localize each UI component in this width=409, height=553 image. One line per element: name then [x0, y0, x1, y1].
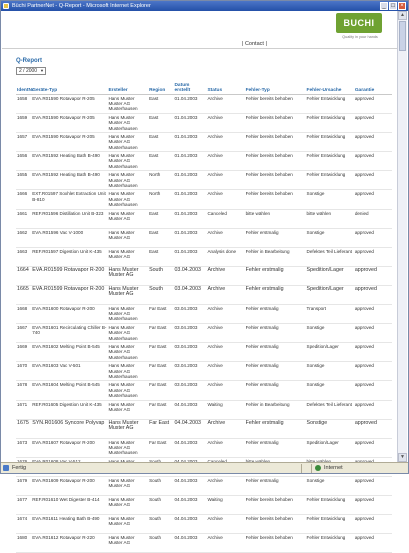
- column-header-status[interactable]: Status: [206, 83, 244, 95]
- cell-error-cause: Sonstige: [306, 362, 354, 381]
- cell-error-type: Fehler erstmalig: [245, 476, 306, 495]
- table-row[interactable]: [16, 285, 392, 304]
- cell-date: 03.04.2003: [173, 305, 206, 324]
- cell-error-cause: Fehler Entwicklung: [306, 133, 354, 152]
- cell-identnr[interactable]: 1674: [16, 515, 31, 534]
- cell-device-type: EVA.R01599 Rotavapor R-200: [31, 266, 107, 285]
- header-divider: [2, 48, 398, 49]
- cell-date: 04.04.2003: [173, 438, 206, 457]
- cell-device-type: REF.R01605 Digestion Unit K-435: [31, 400, 107, 419]
- cell-creator: Hans Muster Muster AG Musterhausen: [107, 343, 148, 362]
- cell-date: 01.04.2003: [173, 171, 206, 190]
- cell-identnr[interactable]: 1658: [16, 95, 31, 114]
- cell-identnr[interactable]: 1667: [16, 324, 31, 343]
- cell-warranty: approved: [354, 495, 392, 514]
- cell-region: East: [148, 133, 173, 152]
- cell-error-cause: Sonstige: [306, 419, 354, 438]
- column-header-date[interactable]: Datum erstellt: [173, 83, 206, 95]
- cell-error-cause: Spedition/Lager: [306, 285, 354, 304]
- cell-warranty: denied: [354, 209, 392, 228]
- site-header: [2, 11, 398, 49]
- cell-creator: Hans Muster Muster AG: [107, 476, 148, 495]
- cell-device-type: EVA.R01590 Rotavapor R-205: [31, 133, 107, 152]
- cell-device-type: REF.R01597 Digestion Unit K-435: [31, 247, 107, 266]
- cell-creator: Hans Muster Muster AG: [107, 400, 148, 419]
- cell-region: South: [148, 266, 173, 285]
- cell-error-cause: Fehler Entwicklung: [306, 534, 354, 553]
- cell-error-type: Fehler erstmalig: [245, 285, 306, 304]
- cell-identnr[interactable]: 1663: [16, 247, 31, 266]
- logo-tagline: Quality in your hands: [342, 35, 378, 39]
- cell-error-cause: bitte wählen: [306, 209, 354, 228]
- cell-region: East: [148, 228, 173, 247]
- cell-status: Waiting: [206, 400, 244, 419]
- cell-error-cause: Fehler Entwicklung: [306, 495, 354, 514]
- cell-date: 01.04.2003: [173, 114, 206, 133]
- cell-creator: Hans Muster Muster AG Musterhausen: [107, 190, 148, 209]
- cell-warranty: approved: [354, 476, 392, 495]
- cell-device-type: SYN.R01606 Syncore Polyvap: [31, 419, 107, 438]
- cell-device-type: EVA.R01609 Rotavapor R-200: [31, 476, 107, 495]
- cell-error-cause: Defektes Teil Lieferant: [306, 400, 354, 419]
- cell-status: Archive: [206, 228, 244, 247]
- cell-region: Far East: [148, 400, 173, 419]
- report-table: [16, 83, 392, 553]
- cell-device-type: EVA.R01592 Heating Bath B-490: [31, 171, 107, 190]
- cell-warranty: approved: [354, 152, 392, 171]
- window-title: Büchi PartnerNet - Q-Report - Microsoft Internet Explorer: [12, 3, 151, 9]
- cell-identnr[interactable]: 1679: [16, 476, 31, 495]
- cell-warranty: approved: [354, 285, 392, 304]
- cell-identnr[interactable]: 1656: [16, 152, 31, 171]
- cell-error-type: Fehler erstmalig: [245, 419, 306, 438]
- cell-identnr[interactable]: 1675: [16, 419, 31, 438]
- cell-device-type: EVA.R01592 Heating Bath B-490: [31, 152, 107, 171]
- cell-status: Archive: [206, 266, 244, 285]
- scroll-up-icon[interactable]: ▲: [398, 11, 407, 20]
- cell-error-type: bitte wählen: [245, 209, 306, 228]
- cell-date: 01.04.2003: [173, 228, 206, 247]
- cell-error-cause: Sonstige: [306, 476, 354, 495]
- cell-region: North: [148, 171, 173, 190]
- cell-status: Archive: [206, 171, 244, 190]
- cell-identnr[interactable]: 1655: [16, 171, 31, 190]
- cell-warranty: approved: [354, 190, 392, 209]
- column-header-error-type[interactable]: Fehler-Typ: [245, 83, 306, 95]
- cell-device-type: EVA.R01603 Vac V-501: [31, 362, 107, 381]
- cell-creator: Hans Muster Muster AG: [107, 534, 148, 553]
- cell-creator: Hans Muster Muster AG Musterhausen: [107, 171, 148, 190]
- cell-creator: Hans Muster Muster AG Musterhausen: [107, 324, 148, 343]
- cell-warranty: approved: [354, 438, 392, 457]
- cell-region: Far East: [148, 381, 173, 400]
- cell-warranty: approved: [354, 381, 392, 400]
- table-header-row: [16, 83, 392, 95]
- column-header-device-type[interactable]: Geräte-Typ: [31, 83, 107, 95]
- cell-warranty: approved: [354, 305, 392, 324]
- cell-identnr[interactable]: 1673: [16, 438, 31, 457]
- cell-date: 04.04.2003: [173, 534, 206, 553]
- cell-status: Archive: [206, 133, 244, 152]
- cell-error-cause: Spedition/Lager: [306, 266, 354, 285]
- cell-identnr[interactable]: 1662: [16, 228, 31, 247]
- cell-error-type: Fehler bereits behoben: [245, 171, 306, 190]
- close-icon[interactable]: ×: [398, 2, 406, 10]
- cell-warranty: approved: [354, 228, 392, 247]
- cell-creator: Hans Muster Muster AG: [107, 285, 148, 304]
- cell-error-type: Fehler erstmalig: [245, 266, 306, 285]
- scroll-down-icon[interactable]: ▼: [398, 453, 407, 462]
- cell-error-type: Fehler erstmalig: [245, 362, 306, 381]
- cell-creator: Hans Muster Muster AG: [107, 515, 148, 534]
- cell-error-cause: Sonstige: [306, 381, 354, 400]
- cell-warranty: approved: [354, 400, 392, 419]
- minimize-icon[interactable]: _: [380, 2, 388, 10]
- cell-error-cause: Fehler Entwicklung: [306, 171, 354, 190]
- cell-identnr[interactable]: 1678: [16, 381, 31, 400]
- cell-status: Archive: [206, 305, 244, 324]
- table-row[interactable]: [16, 114, 392, 133]
- table-row[interactable]: [16, 476, 392, 495]
- cell-identnr[interactable]: 1659: [16, 114, 31, 133]
- cell-device-type: REF.R01610 Wet Digester B-414: [31, 495, 107, 514]
- internet-zone-icon: [315, 465, 321, 471]
- column-header-region[interactable]: Region: [148, 83, 173, 95]
- cell-date: 03.04.2003: [173, 362, 206, 381]
- cell-date: 04.04.2003: [173, 476, 206, 495]
- cell-date: 03.04.2003: [173, 266, 206, 285]
- cell-identnr[interactable]: 1668: [16, 305, 31, 324]
- cell-error-type: Fehler bereits behoben: [245, 95, 306, 114]
- cell-date: 01.04.2003: [173, 247, 206, 266]
- cell-error-cause: Sonstige: [306, 324, 354, 343]
- cell-region: Far East: [148, 305, 173, 324]
- cell-warranty: approved: [354, 171, 392, 190]
- table-row[interactable]: [16, 534, 392, 553]
- window-controls: [380, 2, 406, 10]
- ie-app-icon: [3, 3, 9, 9]
- table-row[interactable]: [16, 305, 392, 324]
- table-row[interactable]: [16, 247, 392, 266]
- table-row[interactable]: [16, 362, 392, 381]
- cell-date: 01.04.2003: [173, 190, 206, 209]
- cell-error-cause: Transport: [306, 305, 354, 324]
- cell-identnr[interactable]: 1677: [16, 495, 31, 514]
- cell-region: South: [148, 534, 173, 553]
- cell-device-type: EVA.R01611 Heating Bath B-490: [31, 515, 107, 534]
- cell-identnr[interactable]: 1657: [16, 133, 31, 152]
- cell-status: Archive: [206, 515, 244, 534]
- cell-region: South: [148, 495, 173, 514]
- cell-status: Archive: [206, 114, 244, 133]
- page-icon: [3, 465, 9, 471]
- cell-error-type: Fehler bereits behoben: [245, 114, 306, 133]
- cell-device-type: EVA.R01596 Vac V-1000: [31, 228, 107, 247]
- cell-error-type: Fehler erstmalig: [245, 228, 306, 247]
- vertical-scrollbar[interactable]: [397, 11, 407, 462]
- cell-creator: Hans Muster Muster AG Musterhausen: [107, 114, 148, 133]
- cell-creator: Hans Muster Muster AG Musterhausen: [107, 305, 148, 324]
- table-row[interactable]: [16, 438, 392, 457]
- cell-creator: Hans Muster Muster AG: [107, 228, 148, 247]
- table-row[interactable]: [16, 190, 392, 209]
- cell-date: 01.04.2003: [173, 152, 206, 171]
- scroll-thumb[interactable]: [399, 21, 406, 51]
- cell-identnr[interactable]: 1666: [16, 190, 31, 209]
- cell-device-type: EVA.R01590 Rotavapor R-205: [31, 95, 107, 114]
- cell-device-type: EVA.R01602 Melting Point B-545: [31, 343, 107, 362]
- cell-creator: Hans Muster Muster AG Musterhausen: [107, 133, 148, 152]
- cell-identnr[interactable]: 1661: [16, 209, 31, 228]
- cell-error-cause: Fehler Entwicklung: [306, 515, 354, 534]
- column-header-identnr[interactable]: IdentNr: [16, 83, 31, 95]
- table-row[interactable]: [16, 171, 392, 190]
- cell-warranty: approved: [354, 133, 392, 152]
- cell-status: Archive: [206, 419, 244, 438]
- buchi-logo: BUCHI: [336, 13, 382, 33]
- cell-creator: Hans Muster Muster AG Musterhausen: [107, 95, 148, 114]
- cell-date: 04.04.2003: [173, 495, 206, 514]
- cell-error-type: Fehler bereits behoben: [245, 190, 306, 209]
- cell-status: Analysis done: [206, 247, 244, 266]
- table-row[interactable]: [16, 133, 392, 152]
- cell-status: Waiting: [206, 495, 244, 514]
- cell-region: South: [148, 285, 173, 304]
- status-text: Fertig: [12, 465, 27, 471]
- cell-region: East: [148, 152, 173, 171]
- cell-device-type: EVA.R01607 Rotavapor R-200: [31, 438, 107, 457]
- cell-region: Far East: [148, 438, 173, 457]
- cell-creator: Hans Muster Muster AG: [107, 266, 148, 285]
- table-row[interactable]: [16, 381, 392, 400]
- cell-creator: Hans Muster Muster AG Musterhausen: [107, 152, 148, 171]
- cell-status: Archive: [206, 438, 244, 457]
- cell-device-type: EVA.R01599 Rotavapor R-200: [31, 285, 107, 304]
- cell-device-type: EVA.R01604 Melting Point B-545: [31, 381, 107, 400]
- cell-region: South: [148, 476, 173, 495]
- cell-device-type: EVA.R01590 Rotavapor R-205: [31, 114, 107, 133]
- cell-error-type: Fehler erstmalig: [245, 438, 306, 457]
- table-row[interactable]: [16, 343, 392, 362]
- table-row[interactable]: [16, 515, 392, 534]
- table-row[interactable]: [16, 495, 392, 514]
- cell-identnr[interactable]: 1665: [16, 285, 31, 304]
- cell-error-type: Fehler bereits behoben: [245, 152, 306, 171]
- page-select-value: 2 / 2000: [19, 68, 38, 74]
- cell-error-type: Fehler bereits behoben: [245, 133, 306, 152]
- cell-error-type: Fehler erstmalig: [245, 381, 306, 400]
- table-row[interactable]: [16, 95, 392, 114]
- cell-status: Archive: [206, 362, 244, 381]
- cell-error-cause: Fehler Entwicklung: [306, 114, 354, 133]
- cell-date: 04.04.2003: [173, 515, 206, 534]
- cell-error-cause: Sonstige: [306, 190, 354, 209]
- cell-error-cause: Fehler Entwicklung: [306, 152, 354, 171]
- cell-error-cause: Defektes Teil Lieferant: [306, 247, 354, 266]
- cell-status: Archive: [206, 534, 244, 553]
- cell-identnr[interactable]: 1680: [16, 534, 31, 553]
- status-bar: [1, 462, 408, 473]
- cell-creator: Hans Muster Muster AG Musterhausen: [107, 362, 148, 381]
- cell-region: East: [148, 209, 173, 228]
- page-title: Q-Report: [16, 58, 42, 64]
- cell-region: Far East: [148, 324, 173, 343]
- cell-region: East: [148, 95, 173, 114]
- cell-status: Archive: [206, 152, 244, 171]
- cell-status: Archive: [206, 476, 244, 495]
- cell-status: Archive: [206, 95, 244, 114]
- table-row[interactable]: [16, 228, 392, 247]
- cell-device-type: EVA.R01600 Rotavapor R-200: [31, 305, 107, 324]
- cell-error-type: Fehler bereits behoben: [245, 534, 306, 553]
- cell-identnr[interactable]: 1669: [16, 343, 31, 362]
- cell-error-cause: Spedition/Lager: [306, 438, 354, 457]
- cell-date: 01.04.2003: [173, 133, 206, 152]
- cell-error-type: Fehler erstmalig: [245, 305, 306, 324]
- cell-error-type: Fehler in Bearbeitung: [245, 247, 306, 266]
- cell-region: Far East: [148, 419, 173, 438]
- cell-region: Far East: [148, 362, 173, 381]
- column-header-error-cause[interactable]: Fehler-Ursache: [306, 83, 354, 95]
- cell-status: Archive: [206, 190, 244, 209]
- cell-error-type: Fehler in Bearbeitung: [245, 400, 306, 419]
- cell-device-type: EVA.R01612 Rotavapor R-220: [31, 534, 107, 553]
- cell-status: Archive: [206, 324, 244, 343]
- cell-warranty: approved: [354, 324, 392, 343]
- cell-date: 04.04.2003: [173, 419, 206, 438]
- page-select[interactable]: [16, 67, 46, 75]
- cell-creator: Hans Muster Muster AG: [107, 247, 148, 266]
- cell-date: 03.04.2003: [173, 381, 206, 400]
- cell-identnr[interactable]: 1670: [16, 362, 31, 381]
- table-row[interactable]: [16, 324, 392, 343]
- cell-device-type: REF.R01596 Distillation Unit B-323: [31, 209, 107, 228]
- contact-link[interactable]: | Contact |: [242, 41, 267, 47]
- cell-status: Archive: [206, 285, 244, 304]
- cell-error-cause: Fehler Entwicklung: [306, 95, 354, 114]
- cell-date: 03.04.2003: [173, 324, 206, 343]
- zone-text: Internet: [324, 465, 343, 471]
- cell-warranty: approved: [354, 362, 392, 381]
- cell-warranty: approved: [354, 534, 392, 553]
- cell-date: 01.04.2003: [173, 209, 206, 228]
- cell-device-type: EVA.R01601 Recirculating Chiller B-740: [31, 324, 107, 343]
- cell-region: South: [148, 515, 173, 534]
- table-row[interactable]: [16, 266, 392, 285]
- cell-date: 03.04.2003: [173, 285, 206, 304]
- cell-creator: Hans Muster Muster AG Musterhausen: [107, 381, 148, 400]
- table-row[interactable]: [16, 400, 392, 419]
- cell-warranty: approved: [354, 343, 392, 362]
- cell-warranty: approved: [354, 266, 392, 285]
- cell-creator: Hans Muster Muster AG: [107, 209, 148, 228]
- cell-status: Archive: [206, 343, 244, 362]
- cell-warranty: approved: [354, 95, 392, 114]
- cell-creator: Hans Muster Muster AG Musterhausen: [107, 438, 148, 457]
- cell-region: Far East: [148, 343, 173, 362]
- title-bar: [1, 1, 408, 11]
- table-row[interactable]: [16, 209, 392, 228]
- column-header-creator[interactable]: Ersteller: [107, 83, 148, 95]
- cell-creator: Hans Muster Muster AG: [107, 419, 148, 438]
- cell-status: Canceled: [206, 209, 244, 228]
- cell-error-type: Fehler bereits behoben: [245, 515, 306, 534]
- cell-error-cause: Spedition/Lager: [306, 343, 354, 362]
- cell-date: 04.04.2003: [173, 400, 206, 419]
- cell-creator: Hans Muster Muster AG: [107, 495, 148, 514]
- cell-warranty: approved: [354, 515, 392, 534]
- chevron-down-icon: ▼: [40, 68, 44, 73]
- cell-date: 03.04.2003: [173, 343, 206, 362]
- column-header-warranty[interactable]: Garantie: [354, 83, 392, 95]
- table-row[interactable]: [16, 419, 392, 438]
- cell-status: Archive: [206, 381, 244, 400]
- cell-region: East: [148, 247, 173, 266]
- cell-device-type: EXT.R01597 Soxhlet Extraction Unit B-810: [31, 190, 107, 209]
- table-row[interactable]: [16, 152, 392, 171]
- cell-warranty: approved: [354, 247, 392, 266]
- cell-region: North: [148, 190, 173, 209]
- cell-date: 01.04.2003: [173, 95, 206, 114]
- cell-region: East: [148, 114, 173, 133]
- maximize-icon[interactable]: □: [389, 2, 397, 10]
- table-body: [16, 95, 392, 553]
- cell-identnr[interactable]: 1671: [16, 400, 31, 419]
- cell-warranty: approved: [354, 419, 392, 438]
- cell-warranty: approved: [354, 114, 392, 133]
- cell-error-type: Fehler erstmalig: [245, 343, 306, 362]
- cell-identnr[interactable]: 1664: [16, 266, 31, 285]
- cell-error-cause: Sonstige: [306, 228, 354, 247]
- cell-error-type: Fehler erstmalig: [245, 324, 306, 343]
- cell-error-type: Fehler bereits behoben: [245, 495, 306, 514]
